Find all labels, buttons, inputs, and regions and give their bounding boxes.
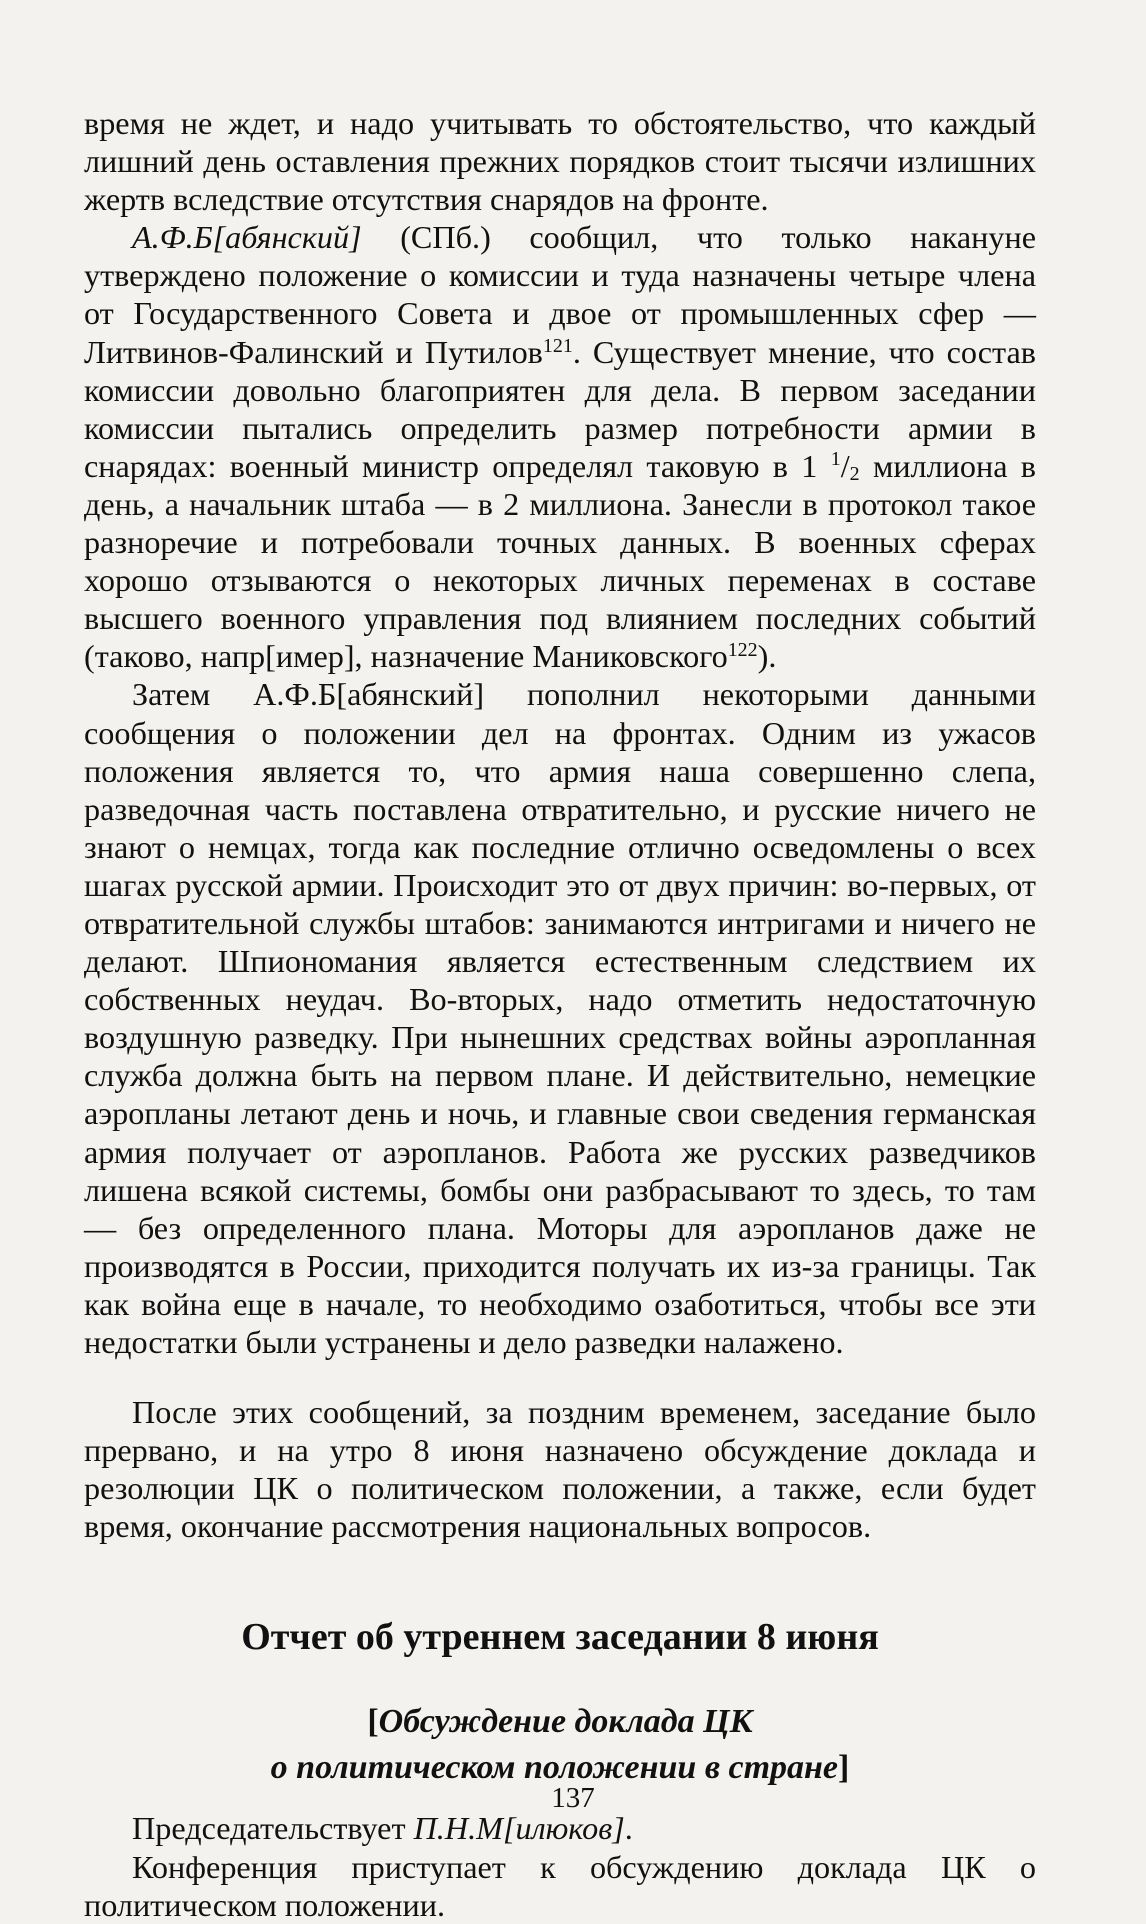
fraction-slash: / <box>840 447 850 484</box>
subheading-line-2: о политическом положении в стране <box>270 1749 839 1787</box>
paragraph-2-part2: . Существует мнение, что состав комиссии довольно благоприятен для дела. В первом заседании комиссии пытались определить размер потребности армии в снарядах: военный министр определял таковую в 1 <box>84 333 1036 484</box>
fraction-numerator: 1 <box>830 447 841 470</box>
subheading-close-bracket: ] <box>838 1749 850 1787</box>
chair-label: Председательствует <box>132 1810 414 1847</box>
footnote-ref-122: 122 <box>727 639 758 662</box>
paragraph-2-part1: (СПб.) сообщил, что только накануне утверждено положение о комиссии и туда назначены четыре члена от Государственного Совета и двое от промышленных сфер — Литвинов-Фалинский и Путилов <box>84 219 1036 370</box>
paragraph-1: время не ждет, и надо учитывать то обстоятельство, что каждый лишний день оставления прежних порядков стоит тысячи излишних жертв вследствие отсутствия снарядов на фронте. <box>84 105 1036 218</box>
body-text <box>84 104 1036 1924</box>
paragraph-3: Затем А.Ф.Б[абянский] пополнил некоторыми данными сообщения о положении дел на фронтах. Одним из ужасов положения является то, что армия наша совершенно слепа, разведочная часть поставлена отвратительно, и русские ничего не знают о немцах, тогда как последние отлично осведомлены о всех шагах русской армии. Происходит это от двух причин: во-первых, от отвратительной службы штабов: занимаются интригами и ничего не делают. Шпиономания является естественным следствием их собственных неудач. Во-вторых, надо отметить недостаточную воздушную разведку. При нынешних средствах войны аэропланная служба должна быть на первом плане. И действительно, немецкие аэропланы летают день и ночь, и главные свои сведения германская армия получает от аэропланов. Работа же русских разведчиков лишена всякой системы, бомбы они разбрасывают то здесь, то там — без определенного плана. Моторы для аэропланов даже не производятся в России, приходится получать их из-за границы. Так как война еще в начале, то необходимо озаботиться, чтобы все эти недостатки были устранены и дело разведки налажено. <box>84 676 1036 1360</box>
subheading-open-bracket: [ <box>367 1703 379 1741</box>
footnote-ref-121: 121 <box>542 334 573 357</box>
chair-name: П.Н.М[илюков] <box>413 1810 625 1847</box>
section-heading: Отчет об утреннем заседании 8 июня <box>241 1616 879 1659</box>
subheading-line-1: Обсуждение доклада ЦК <box>378 1703 753 1741</box>
paragraph-4: После этих сообщений, за поздним временем, заседание было прервано, и на утро 8 июня назначено обсуждение доклада и резолюции ЦК о политическом положении, а также, если будет время, окончание рассмотрения национальных вопросов. <box>84 1394 1036 1545</box>
fraction-denominator: 2 <box>849 462 860 485</box>
chair-end: . <box>624 1810 633 1847</box>
paragraph-5: Конференция приступает к обсуждению доклада ЦК о политическом положении. <box>84 1848 1036 1923</box>
chair-line <box>84 1809 1036 1847</box>
fraction-one-half <box>831 448 860 484</box>
paragraph-2-part3: миллиона в день, а начальник штаба — в 2 миллиона. Занесли в протокол такое разноречие и потребовали точных данных. В военных сферах хорошо отзываются о некоторых личных переменах в составе высшего военного управления под влиянием последних событий (таково, напр[имер], назначение Маниковского <box>84 447 1036 675</box>
section-subheading <box>84 1699 1036 1791</box>
speaker-name: А.Ф.Б[абянский] <box>132 219 362 256</box>
paragraph-2-part4: ). <box>757 638 777 675</box>
page-number: 137 <box>551 1782 595 1814</box>
paragraph-2 <box>84 218 1036 675</box>
